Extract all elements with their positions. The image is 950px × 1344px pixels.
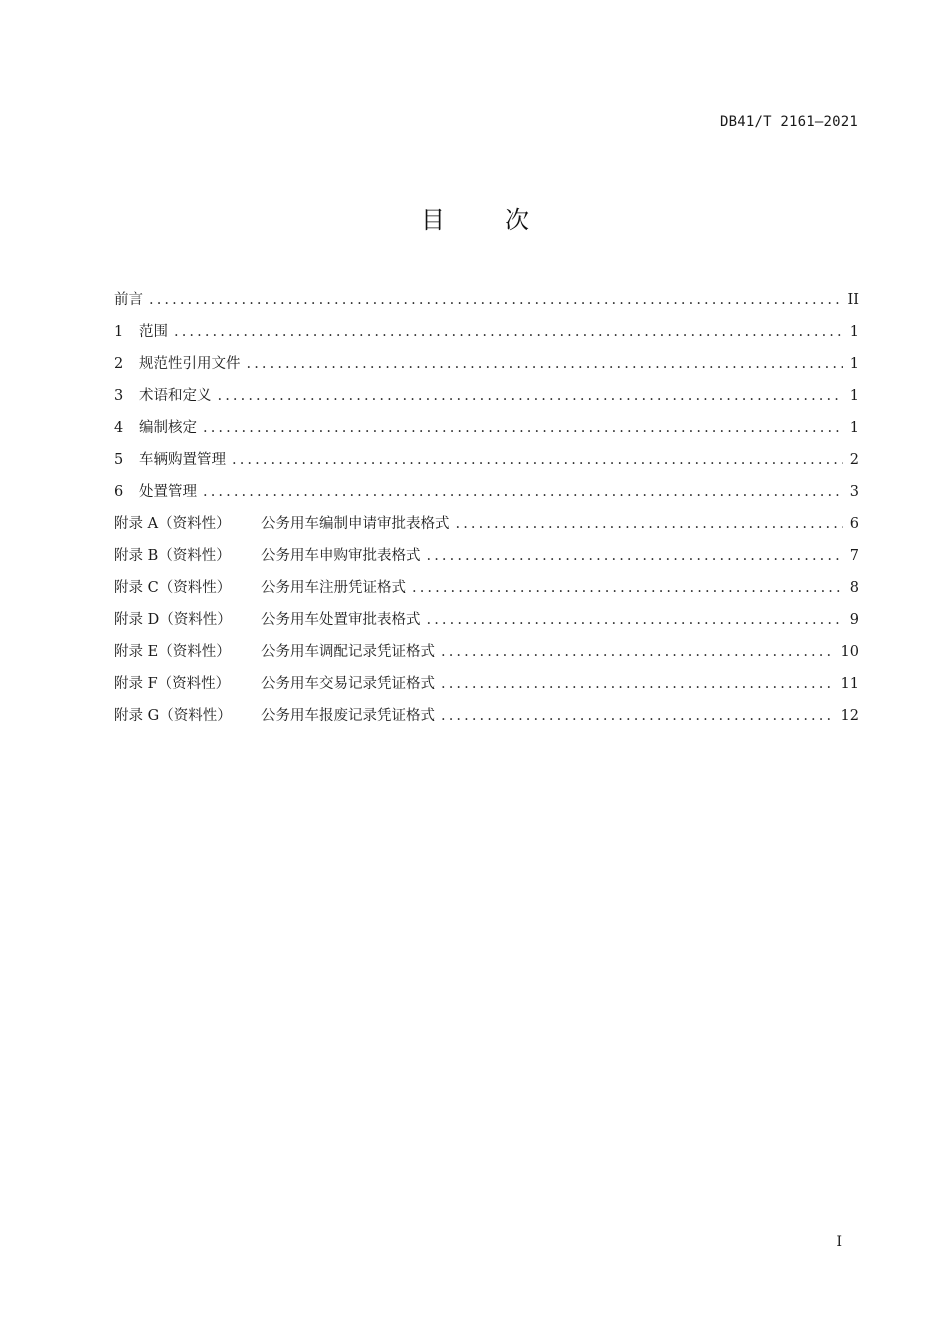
toc-entry-appendix-a[interactable] (114, 508, 859, 540)
toc-entry-6[interactable] (114, 476, 859, 508)
toc-dot-leader (427, 604, 844, 636)
toc-entry-number: 4 (114, 420, 124, 436)
toc-entry-label: 车辆购置管理 (139, 452, 226, 468)
toc-entry-label: 术语和定义 (139, 388, 212, 404)
toc-title-char-2: 次 (505, 206, 529, 234)
page-number: I (836, 1234, 842, 1250)
toc-entry-label: 公务用车编制申请审批表格式 (261, 516, 450, 532)
toc-entry-page: 11 (840, 676, 859, 692)
toc-dot-leader (412, 572, 843, 604)
toc-entry-label: 公务用车交易记录凭证格式 (261, 676, 435, 692)
toc-dot-leader (218, 380, 844, 412)
toc-appendix-prefix: 附录 C（资料性） (114, 580, 232, 596)
toc-entry-appendix-g[interactable] (114, 700, 859, 732)
toc-entry-number: 3 (114, 388, 124, 404)
document-code: DB41/T 2161—2021 (719, 114, 858, 130)
toc-entry-page: 3 (849, 484, 859, 500)
toc-dot-leader (232, 444, 843, 476)
toc-entry-foreword[interactable] (114, 284, 859, 316)
toc-dot-leader (203, 476, 843, 508)
toc-entry-1[interactable] (114, 316, 859, 348)
toc-entry-appendix-b[interactable] (114, 540, 859, 572)
toc-entry-label: 处置管理 (139, 484, 197, 500)
toc-entry-page: 7 (849, 548, 859, 564)
toc-entry-label: 规范性引用文件 (139, 356, 241, 372)
toc-dot-leader (441, 668, 835, 700)
toc-dot-leader (427, 540, 844, 572)
toc-entry-label: 公务用车报废记录凭证格式 (261, 708, 435, 724)
toc-entry-number: 2 (114, 356, 124, 372)
toc-entry-page: 12 (840, 708, 859, 724)
toc-entry-page: 10 (840, 644, 859, 660)
toc-entry-page: 9 (849, 612, 859, 628)
toc-appendix-prefix: 附录 G（资料性） (114, 708, 232, 724)
toc-entry-page: 8 (849, 580, 859, 596)
toc-appendix-prefix: 附录 A（资料性） (114, 516, 231, 532)
toc-entry-label: 公务用车调配记录凭证格式 (261, 644, 435, 660)
toc-entry-5[interactable] (114, 444, 859, 476)
toc-title-char-1: 目 (421, 206, 445, 234)
toc-entry-label: 公务用车处置审批表格式 (261, 612, 421, 628)
toc-dot-leader (174, 316, 843, 348)
toc-appendix-prefix: 附录 E（资料性） (114, 644, 231, 660)
toc-dot-leader (441, 700, 835, 732)
toc-dot-leader (149, 284, 842, 316)
toc-entry-label: 范围 (139, 324, 168, 340)
toc-entry-page: 2 (849, 452, 859, 468)
toc-entry-page: II (847, 292, 859, 308)
toc-appendix-prefix: 附录 B（资料性） (114, 548, 231, 564)
toc-dot-leader (203, 412, 843, 444)
toc-entry-appendix-e[interactable] (114, 636, 859, 668)
toc-entry-4[interactable] (114, 412, 859, 444)
table-of-contents (114, 284, 859, 732)
toc-entry-number: 5 (114, 452, 124, 468)
toc-entry-number: 6 (114, 484, 124, 500)
toc-entry-label: 公务用车申购审批表格式 (261, 548, 421, 564)
toc-entry-label: 公务用车注册凭证格式 (261, 580, 406, 596)
toc-dot-leader (456, 508, 844, 540)
toc-entry-appendix-d[interactable] (114, 604, 859, 636)
toc-dot-leader (441, 636, 835, 668)
toc-entry-number: 1 (114, 324, 124, 340)
toc-entry-label: 前言 (114, 292, 143, 308)
toc-appendix-prefix: 附录 D（资料性） (114, 612, 232, 628)
toc-entry-page: 6 (849, 516, 859, 532)
toc-title (0, 200, 950, 235)
toc-entry-appendix-c[interactable] (114, 572, 859, 604)
toc-appendix-prefix: 附录 F（资料性） (114, 676, 231, 692)
toc-entry-page: 1 (849, 356, 859, 372)
toc-entry-3[interactable] (114, 380, 859, 412)
toc-entry-page: 1 (849, 324, 859, 340)
toc-dot-leader (247, 348, 844, 380)
toc-entry-page: 1 (849, 388, 859, 404)
toc-entry-page: 1 (849, 420, 859, 436)
toc-entry-appendix-f[interactable] (114, 668, 859, 700)
toc-entry-2[interactable] (114, 348, 859, 380)
toc-entry-label: 编制核定 (139, 420, 197, 436)
